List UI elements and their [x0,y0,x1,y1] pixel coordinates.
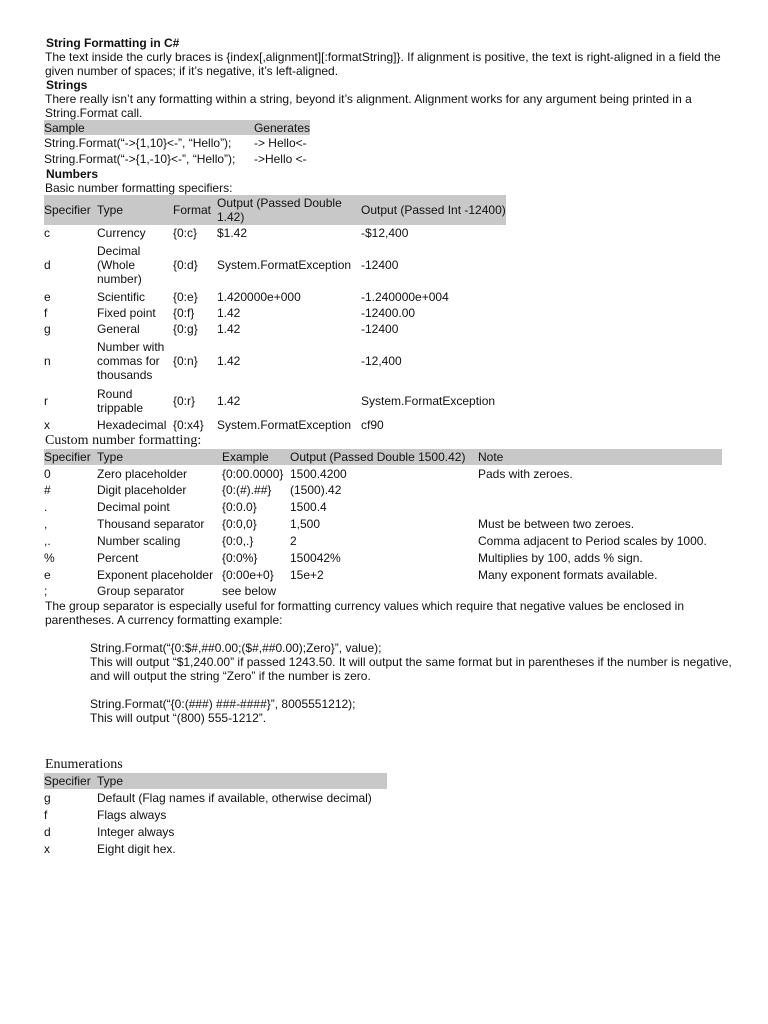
cell-specifier: e [44,567,51,582]
section-title: String Formatting in C# [46,36,180,50]
cell-type: Flags always [97,807,167,822]
cell-specifier: d [44,258,51,272]
table-row [44,840,387,857]
cell-format: {0:e} [173,290,198,304]
cell-output-double: 1.42 [217,322,241,336]
cell-type: Percent [97,550,139,565]
strings-table [44,120,310,167]
intro-text: The text inside the curly braces is {index[,alignment][:formatString]}. If alignment is positive, the text is right-aligned in a field the given number of spaces; if it’s negative, it’s left-aligned. [45,50,721,78]
cell-example: {0:(#).##} [222,483,272,497]
header-specifier: Specifier [44,773,97,789]
table-header-row [44,449,722,465]
cell-type: Integer always [97,824,175,839]
cell-example: see below [222,584,277,598]
cell-specifier: f [44,306,48,320]
cell-type: Exponent placeholder [97,567,214,582]
cell-output: 1500.4 [290,499,327,514]
cell-example: {0:00.0000} [222,466,284,481]
cell-output-int: -12400.00 [361,306,416,320]
header-type: Type [97,773,387,789]
cell-format: {0:r} [173,394,196,408]
custom-heading: Custom number formatting: [45,433,202,448]
header-output: Output (Passed Double 1500.42) [290,449,478,465]
cell-example: {0:0,0} [222,516,257,531]
cell-type: Scientific [97,290,146,304]
spacer [44,683,734,697]
cell-output [290,583,478,599]
cell-output-int: System.FormatException [361,394,496,408]
cell-type: Group separator [97,584,185,598]
document-page [44,36,734,857]
cell-type: Default (Flag names if available, otherwise decimal) [97,790,372,805]
example-code-phone: String.Format(“{0:(###) ###-####}”, 8005551212); [90,697,356,711]
table-row [44,482,722,498]
cell-note: Must be between two zeroes. [478,516,635,531]
cell-generates: ->Hello <- [253,152,307,166]
cell-output-double: 1.42 [217,306,241,320]
cell-specifier: , [44,516,48,531]
cell-note [478,482,722,498]
header-type: Type [97,449,222,465]
table-row [44,241,506,289]
cell-format: {0:c} [173,226,198,240]
cell-type: Decimal (Whole number) [97,244,142,286]
cell-type: Number with commas for thousands [97,340,165,382]
cell-type: Eight digit hex. [97,841,176,856]
strings-heading: Strings [46,78,88,92]
enumerations-table [44,773,387,857]
table-header-row [44,195,506,225]
cell-note [478,583,722,599]
cell-type: Round trippable [97,387,144,415]
cell-output: 150042% [290,550,341,565]
cell-note: Many exponent formats available. [478,567,658,582]
cell-specifier: % [44,550,55,565]
cell-example: {0:0%} [222,550,258,565]
cell-sample: String.Format(“->{1,-10}<-”, “Hello”); [44,152,236,166]
example-desc-phone: This will output “(800) 555-1212”. [90,711,267,725]
cell-output-double: System.FormatException [217,258,352,272]
table-row [44,549,722,566]
cell-output-double: 1.42 [217,394,241,408]
group-separator-text: The group separator is especially useful for formatting currency values which require that negative values be enclosed in parentheses. A currency formatting example: [45,599,685,627]
cell-output-int: -12400 [361,258,399,272]
cell-type: Thousand separator [97,516,205,531]
cell-format: {0:d} [173,258,198,272]
cell-specifier: e [44,290,51,304]
numbers-text: Basic number formatting specifiers: [45,181,233,195]
cell-type: Decimal point [97,499,170,514]
numbers-table [44,195,506,433]
cell-specifier: 0 [44,466,51,481]
strings-text: There really isn’t any formatting within a string, beyond it’s alignment. Alignment works for any argument being printed in a String.Format call. [45,92,692,120]
table-row [44,465,722,482]
cell-output-double: 1.420000e+000 [217,290,301,304]
custom-table [44,449,722,599]
example-desc-currency: This will output “$1,240.00” if passed 1243.50. It will output the same format but in parentheses if the number is negative, and will output the string “Zero” if the number is zero. [90,655,732,683]
cell-specifier: . [44,499,48,514]
header-specifier: Specifier [44,449,97,465]
cell-output: 1,500 [290,516,321,531]
table-row [44,532,722,549]
cell-format: {0:n} [173,354,198,368]
cell-output-int: cf90 [361,418,384,432]
header-generates: Generates [253,120,310,135]
cell-output: 2 [290,533,297,548]
cell-specifier: d [44,824,51,839]
cell-format: {0:g} [173,322,198,336]
cell-specifier: x [44,418,50,432]
cell-type: Zero placeholder [97,466,188,481]
table-row [44,321,506,337]
cell-output-int: -12,400 [361,354,402,368]
cell-specifier: g [44,790,51,805]
header-specifier: Specifier [44,195,97,225]
header-sample: Sample [44,120,254,135]
header-type: Type [97,195,173,225]
header-output-double: Output (Passed Double 1.42) [217,195,361,225]
cell-specifier: n [44,354,51,368]
cell-specifier: ; [44,584,48,598]
cell-example: {0:0.0} [222,499,257,514]
numbers-heading: Numbers [46,167,99,181]
cell-note [478,498,722,515]
cell-note: Comma adjacent to Period scales by 1000. [478,533,707,548]
table-row [44,135,310,151]
table-row [44,305,506,321]
header-example: Example [222,449,290,465]
table-row [44,515,722,532]
cell-format: {0:x4} [173,418,204,432]
header-format: Format [173,195,217,225]
cell-generates: -> Hello<- [253,136,307,150]
table-row [44,337,506,385]
cell-type: Hexadecimal [97,418,167,432]
cell-type: Digit placeholder [97,483,187,497]
cell-type: General [97,322,140,336]
table-row [44,498,722,515]
table-row [44,583,722,599]
cell-format: {0:f} [173,306,195,320]
table-row [44,806,387,823]
cell-output-double: $1.42 [217,226,248,240]
spacer [44,725,734,757]
cell-output: (1500).42 [290,483,342,497]
cell-type: Currency [97,226,146,240]
cell-specifier: # [44,483,51,497]
cell-output-double: 1.42 [217,354,241,368]
table-row [44,289,506,305]
header-output-int: Output (Passed Int -12400) [361,195,506,225]
table-row [44,225,506,241]
header-note: Note [478,449,722,465]
spacer [44,627,734,641]
table-row [44,789,387,806]
table-row [44,566,722,583]
cell-output-int: -12400 [361,322,399,336]
cell-output-int: -$12,400 [361,226,409,240]
cell-output: 1500.4200 [290,466,347,481]
cell-specifier: r [44,394,48,408]
table-row [44,151,310,167]
cell-specifier: g [44,322,51,336]
cell-output: 15e+2 [290,567,324,582]
cell-specifier: ,. [44,533,51,548]
table-header-row [44,120,310,135]
cell-type: Number scaling [97,533,181,548]
cell-specifier: c [44,226,50,240]
cell-example: {0:0,.} [222,533,254,548]
table-row [44,417,506,433]
example-code-currency: String.Format(“{0:$#,##0.00;($#,##0.00);Zero}”, value); [90,641,382,655]
cell-output-double: System.FormatException [217,418,352,432]
cell-note: Multiplies by 100, adds % sign. [478,550,643,565]
cell-output-int: -1.240000e+004 [361,290,449,304]
cell-example: {0:00e+0} [222,567,274,582]
cell-specifier: f [44,807,48,822]
table-row [44,385,506,417]
cell-note: Pads with zeroes. [478,466,573,481]
cell-specifier: x [44,841,50,856]
table-row [44,823,387,840]
table-header-row [44,773,387,789]
cell-type: Fixed point [97,306,156,320]
enumerations-heading: Enumerations [45,757,123,772]
cell-sample: String.Format(“->{1,10}<-”, “Hello”); [44,136,232,150]
